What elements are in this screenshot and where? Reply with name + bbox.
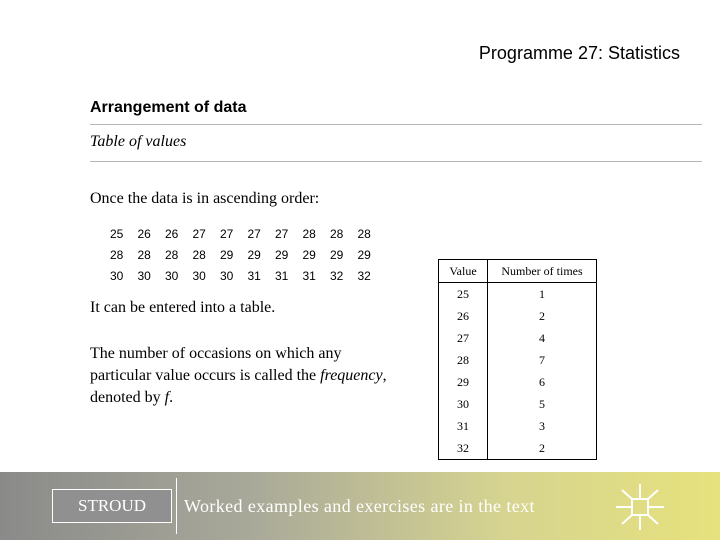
programme-title: Programme 27: Statistics — [478, 43, 680, 63]
count-cell: 2 — [488, 305, 597, 327]
data-value: 28 — [302, 227, 316, 241]
table-row — [439, 393, 597, 415]
count-cell: 3 — [488, 415, 597, 437]
table-row — [439, 305, 597, 327]
table-row — [439, 283, 597, 306]
count-cell: 4 — [488, 327, 597, 349]
count-cell: 6 — [488, 371, 597, 393]
section-rule — [90, 124, 702, 125]
count-cell: 2 — [488, 437, 597, 460]
data-value: 29 — [220, 248, 234, 262]
value-cell: 31 — [439, 415, 488, 437]
data-values-grid — [110, 224, 385, 287]
definition-end: . — [169, 389, 174, 406]
table-row — [439, 437, 597, 460]
frequency-definition — [90, 343, 390, 409]
data-value: 26 — [137, 227, 151, 241]
footer-note: Worked examples and exercises are in the text — [184, 496, 535, 516]
data-value: 30 — [110, 269, 124, 283]
data-value: 28 — [330, 227, 344, 241]
footer-bar — [0, 472, 720, 540]
data-value: 31 — [302, 269, 316, 283]
value-cell: 25 — [439, 283, 488, 306]
footer-divider — [176, 478, 177, 534]
column-header-value: Value — [439, 260, 488, 283]
count-cell: 7 — [488, 349, 597, 371]
data-value: 30 — [137, 269, 151, 283]
data-value: 28 — [137, 248, 151, 262]
frequency-symbol: f — [164, 389, 170, 406]
compass-rose-icon — [612, 482, 668, 532]
count-cell: 5 — [488, 393, 597, 415]
data-value: 27 — [247, 227, 261, 241]
table-header-row — [439, 260, 597, 283]
data-value: 29 — [247, 248, 261, 262]
data-row — [110, 245, 385, 266]
value-cell: 28 — [439, 349, 488, 371]
intro-text: Once the data is in ascending order: — [90, 190, 320, 207]
data-value: 29 — [302, 248, 316, 262]
data-value: 28 — [110, 248, 124, 262]
data-value: 31 — [275, 269, 289, 283]
data-value: 28 — [357, 227, 371, 241]
data-value: 28 — [165, 248, 179, 262]
section-subtitle: Table of values — [90, 133, 187, 150]
data-value: 32 — [330, 269, 344, 283]
data-value: 30 — [165, 269, 179, 283]
value-cell: 26 — [439, 305, 488, 327]
data-row — [110, 266, 385, 287]
stroud-logo: STROUD — [52, 489, 172, 523]
section-title: Arrangement of data — [90, 99, 247, 116]
table-row — [439, 349, 597, 371]
data-value: 31 — [247, 269, 261, 283]
count-cell: 1 — [488, 283, 597, 306]
data-value: 28 — [192, 248, 206, 262]
data-value: 25 — [110, 227, 124, 241]
data-value: 26 — [165, 227, 179, 241]
subtitle-rule — [90, 161, 702, 162]
data-row — [110, 224, 385, 245]
data-value: 30 — [220, 269, 234, 283]
value-cell: 29 — [439, 371, 488, 393]
data-value: 27 — [275, 227, 289, 241]
data-value: 27 — [192, 227, 206, 241]
data-value: 29 — [357, 248, 371, 262]
definition-text: , denoted by — [90, 367, 387, 406]
table-row — [439, 327, 597, 349]
value-cell: 27 — [439, 327, 488, 349]
value-cell: 32 — [439, 437, 488, 460]
data-value: 27 — [220, 227, 234, 241]
data-value: 29 — [330, 248, 344, 262]
definition-text: The number of occasions on which any particular value occurs is called the — [90, 345, 342, 384]
frequency-table — [438, 259, 597, 460]
table-row — [439, 371, 597, 393]
value-cell: 30 — [439, 393, 488, 415]
data-value: 30 — [192, 269, 206, 283]
data-value: 32 — [357, 269, 371, 283]
table-row — [439, 415, 597, 437]
column-header-number: Number of times — [488, 260, 597, 283]
frequency-term: frequency — [320, 367, 383, 384]
table-intro-text: It can be entered into a table. — [90, 299, 276, 316]
data-value: 29 — [275, 248, 289, 262]
